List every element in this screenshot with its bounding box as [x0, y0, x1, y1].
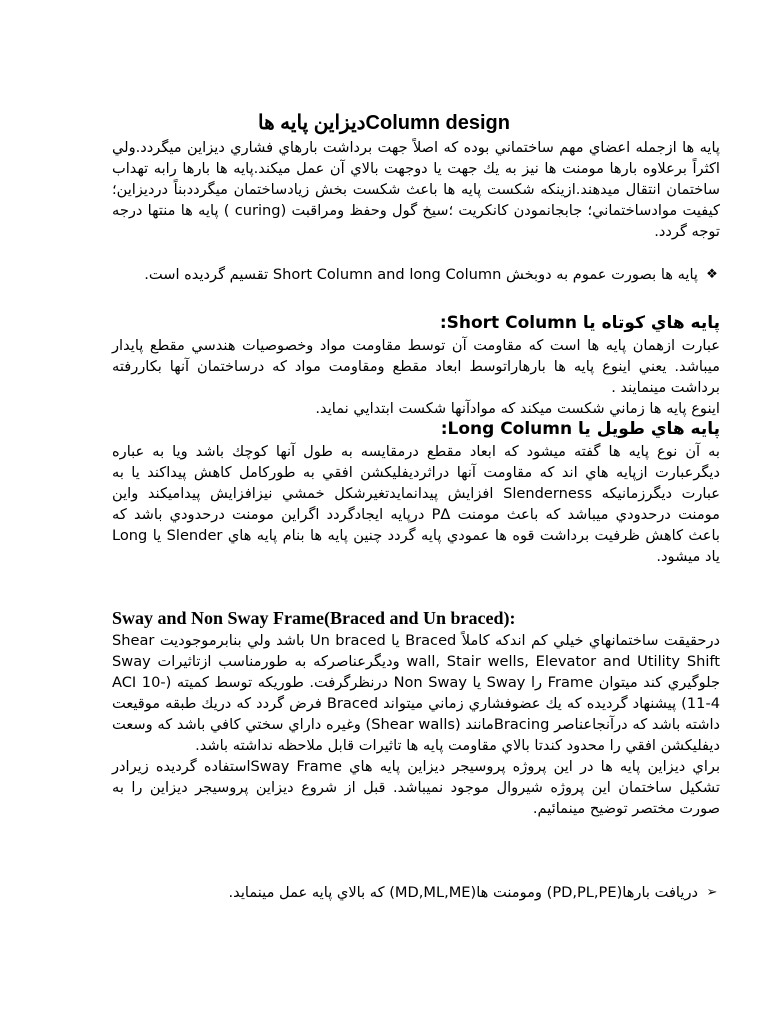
diamond-bullet-icon: ❖	[706, 267, 718, 282]
sway-section	[112, 606, 720, 819]
intro-section	[112, 137, 720, 242]
page-title: دیزاین پایه هاColumn design	[257, 112, 510, 134]
bullet-2-text: دريافت بارها(PD,PL,PE) ومومنت ها(MD,ML,ME) كه بالاي پايه عمل مينمايد.	[228, 884, 698, 901]
long-column-paragraph: به آن نوع پايه ها گفته ميشود كه ابعاد مقطع درمقايسه به طول آنها كوچك باشد ويا به عباره ديگرعبارت ازپايه هاي اند كه مقاومت آنها دراثرديفليكشن افقي به طوركامل كاهش پيداكند يا به عبارت ديگرزمانيكه Slenderness افزايش پيدانمايدتغيرشكل خمشي نيزافزايش پيداميكند واين مومنت درحدودي ميباشد كه باعث مومنت PΔ درپايه ايجادگردد اگراين مومنت درحدودي باشد كه باعث كاهش ظرفيت برداشت قوه ها عمودي پايه گردد چنين پايه ها بنام پايه هاي Slender يا Long ياد ميشود.	[112, 443, 721, 565]
bullet-2	[112, 882, 720, 903]
sway-heading: Sway and Non Sway Frame(Braced and Un braced):	[112, 608, 516, 628]
short-column-heading: پايه هاي كوتاه يا Short Column:	[439, 313, 720, 333]
short-column-paragraph-1: عبارت ازهمان پايه ها است كه مقاومت آن توسط مقاومت مواد وخصوصيات هندسي مقطع پايدار ميباشد. يعني اينوع پايه ها بارهاراتوسط ابعاد مقطع ومقاومت مواد كه درساختمان آنها بكاررفته برداشت مينمايند .	[112, 337, 720, 396]
intro-paragraph: پايه ها ازجمله اعضاي مهم ساختماني بوده كه اصلاً جهت برداشت بارهاي فشاري ديزاين ميگردد.ولي اكثراً برعلاوه بارها مومنت ها نيز به يك جهت يا دوجهت بالاي آن عمل ميكند.پايه ها بارها رابه تهداب ساختمان انتقال ميدهند.ازينكه شكست پايه ها باعث شكست بخش زيادساختمان ميگرددبناً درديزاين؛ كيفيت موادساختماني؛ جابجانمودن كانكريت ؛سيخ گول وحفظ ومراقبت (curing ) پايه ها منتها درجه توجه گردد.	[112, 139, 720, 240]
arrowhead-bullet-icon: ➢	[706, 885, 718, 900]
sway-paragraph-1: درحقيقت ساختمانهاي خيلي كم اندكه كاملاً Braced يا Un braced باشد ولي بنابرموجوديت Shear wall, Stair wells, Elevator and Utility Shift وديگرعناصركه به طورمناسب ازتاثيرات Sway جلوگيري كند ميتوان Frame را Sway يا Non Sway درنظرگرفت. طوريكه توسط كميته (ACI 10-11-4) پيشنهاد گرديده كه يك عضوفشاري زماني ميتواند Braced فرض گردد كه دريك طبقه موقيعت داشته باشد كه درآنجاعناصر Bracingمانند (Shear walls) وغيره داراي سختي كافي باشد كه وسعت ديفليكشن افقي را محدود كندتا بالاي مقاومت پايه ها تاثيرات قابل ملاحظه نداشته باشد.	[112, 632, 721, 754]
short-column-paragraph-2: اينوع پايه ها زماني شكست ميكند كه موادآنها شكست ابتدايي نمايد.	[315, 400, 720, 417]
long-column-heading: پايه هاي طويل يا Long Column:	[440, 419, 720, 439]
bullet-1	[112, 264, 720, 285]
short-column-section	[112, 311, 720, 419]
long-column-section	[112, 417, 720, 567]
bullet-1-text: پايه ها بصورت عموم به دوبخش Short Column and long Column تقسيم گرديده است.	[144, 266, 698, 283]
sway-paragraph-2: براي ديزاين پايه ها در اين پروژه پروسيجر ديزاين پايه هاي Sway Frameاستفاده گرديده زيرادر تشكيل ساختمان اين پروژه شيروال موجود نميباشد. قبل از شروع ديزاين پروسيجر ديزاين را به صورت مختصر توضيح مينمائيم.	[112, 758, 720, 817]
